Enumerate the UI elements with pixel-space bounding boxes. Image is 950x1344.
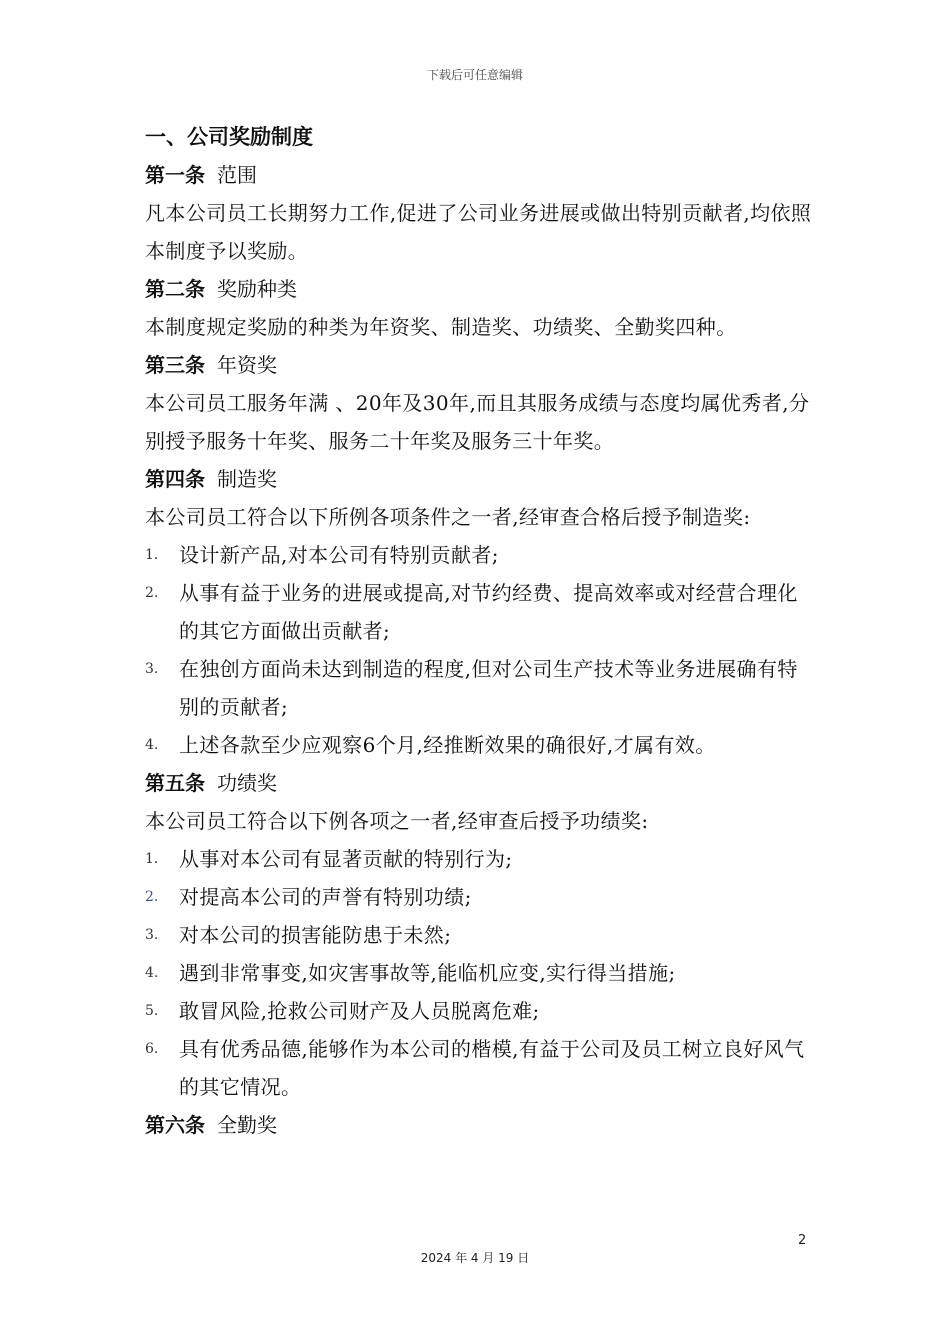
list-item (145, 840, 815, 878)
paragraph-scope: 凡本公司员工长期努力工作,促进了公司业务进展或做出特别贡献者,均依照本制度予以奖励。 (145, 201, 812, 263)
article-title: 范围 (217, 163, 257, 187)
article-number: 第五条 (145, 771, 205, 795)
paragraph-seniority: 本公司员工服务年满 、20年及30年,而且其服务成绩与态度均属优秀者,分别授予服务十年奖、服务二十年奖及服务三十年奖。 (145, 391, 810, 453)
article-title: 奖励种类 (217, 277, 297, 301)
article-number: 第六条 (145, 1113, 205, 1137)
article-title: 功绩奖 (217, 771, 277, 795)
list-number: 4. (145, 965, 159, 981)
list-item (145, 726, 815, 764)
list-text: 从事有益于业务的进展或提高,对节约经费、提高效率或对经营合理化的其它方面做出贡献者; (179, 581, 798, 643)
article-1-heading (145, 156, 815, 194)
list-text: 从事对本公司有显著贡献的特别行为; (179, 847, 513, 871)
list-item (145, 574, 815, 650)
section-title: 一、公司奖励制度 (145, 125, 313, 149)
list-item (145, 650, 815, 726)
article-3-heading (145, 346, 815, 384)
list-number: 6. (145, 1041, 159, 1057)
list-number: 2. (145, 889, 159, 905)
list-text: 设计新产品,对本公司有特别贡献者; (179, 543, 499, 567)
list-text: 具有优秀品德,能够作为本公司的楷模,有益于公司及员工树立良好风气的其它情况。 (179, 1037, 805, 1099)
article-6-heading (145, 1106, 815, 1144)
list-text: 敢冒风险,抢救公司财产及人员脱离危难; (179, 999, 540, 1023)
article-title: 年资奖 (217, 353, 277, 377)
page-header: 下载后可任意编辑 (426, 68, 523, 82)
article-number: 第一条 (145, 163, 205, 187)
article-4-heading (145, 460, 815, 498)
article-title: 制造奖 (217, 467, 277, 491)
article-number: 第二条 (145, 277, 205, 301)
list-text: 上述各款至少应观察6个月,经推断效果的确很好,才属有效。 (179, 733, 716, 757)
list-number: 4. (145, 737, 159, 753)
article-5-heading (145, 764, 815, 802)
list-number: 3. (145, 661, 159, 677)
list-item (145, 916, 815, 954)
list-number: 3. (145, 927, 159, 943)
list-text: 在独创方面尚未达到制造的程度,但对公司生产技术等业务进展确有特别的贡献者; (179, 657, 798, 719)
list-text: 对提高本公司的声誉有特别功绩; (179, 885, 472, 909)
article-title: 全勤奖 (217, 1113, 277, 1137)
list-item (145, 1030, 815, 1106)
list-number: 2. (145, 585, 159, 601)
page-footer-date: 2024 年 4 月 19 日 (420, 1251, 530, 1265)
document-body (145, 118, 815, 1144)
article-2-heading (145, 270, 815, 308)
article-number: 第三条 (145, 353, 205, 377)
list-item (145, 954, 815, 992)
article-number: 第四条 (145, 467, 205, 491)
list-number: 1. (145, 851, 159, 867)
list-item (145, 992, 815, 1030)
paragraph-reward-types: 本制度规定奖励的种类为年资奖、制造奖、功绩奖、全勤奖四种。 (145, 315, 737, 339)
list-item (145, 536, 815, 574)
paragraph-merit-intro: 本公司员工符合以下例各项之一者,经审查后授予功绩奖: (145, 809, 649, 833)
list-number: 5. (145, 1003, 159, 1019)
list-text: 遇到非常事变,如灾害事故等,能临机应变,实行得当措施; (179, 961, 676, 985)
page-number: 2 (798, 1233, 807, 1248)
paragraph-invention-intro: 本公司员工符合以下所例各项条件之一者,经审查合格后授予制造奖: (145, 505, 751, 529)
list-text: 对本公司的损害能防患于未然; (179, 923, 452, 947)
list-item (145, 878, 815, 916)
list-number: 1. (145, 547, 159, 563)
